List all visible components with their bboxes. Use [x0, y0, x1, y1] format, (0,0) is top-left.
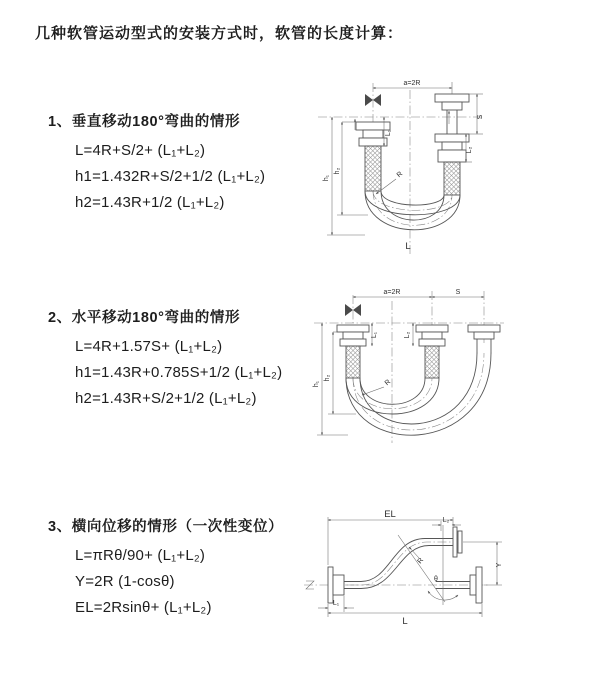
dim-label-h1: h₁: [313, 380, 320, 388]
dim-label-h2: h₂: [334, 167, 341, 175]
formula-length: L=4R+S/2+ (L₁+L₂): [75, 142, 206, 159]
section-lateral-displacement: [48, 517, 283, 621]
dim-label-l1: L₁: [371, 331, 378, 339]
displaced-end-fitting: [453, 527, 462, 557]
left-end-fitting: [328, 567, 344, 603]
section-2-formulas: [75, 334, 282, 412]
dim-label-l2: L₂: [404, 331, 411, 339]
dim-label-h1: h₁: [323, 174, 330, 182]
dim-label-l1: L₁: [332, 600, 340, 607]
original-end-fitting: [470, 567, 482, 603]
hose-curves: [346, 339, 491, 435]
dim-label-h2: h₂: [324, 374, 331, 382]
dimension-lines: [317, 297, 484, 435]
formula-y: Y=2R (1-cosθ): [75, 573, 175, 590]
formula-el: EL=2Rsinθ+ (L₁+L₂): [75, 599, 212, 616]
dim-label-radius: R: [383, 378, 393, 388]
section-3-formulas: [75, 543, 283, 621]
diagram-horizontal-180-bend: [308, 283, 600, 458]
dim-label-l1: L₁: [385, 129, 392, 137]
middle-end-fitting: [416, 325, 448, 378]
dim-label-length: L: [402, 616, 408, 627]
dim-label-width: a=2R: [383, 289, 401, 296]
formula-length: L=πRθ/90+ (L₁+L₂): [75, 547, 206, 564]
formula-h1: h1=1.432R+S/2+1/2 (L₁+L₂): [75, 168, 266, 185]
moved-end-fitting: [468, 325, 500, 339]
dim-label-length: L: [405, 241, 411, 252]
dim-label-width: a=2R: [403, 80, 421, 87]
dimension-lines: [318, 517, 502, 617]
section-vertical-movement: [48, 112, 265, 216]
centerlines: [314, 291, 504, 443]
diagram-vertical-180-bend: [312, 72, 600, 257]
section-3-heading: 3、横向位移的情形（一次性变位）: [48, 519, 284, 535]
formula-h2: h2=1.43R+S/2+1/2 (L₁+L₂): [75, 390, 257, 407]
section-1-formulas: [75, 138, 265, 216]
dim-label-l2: L₂: [466, 146, 473, 154]
dim-label-radius: R: [416, 556, 426, 566]
right-end-fitting: [435, 94, 469, 195]
formula-h1: h1=1.43R+0.785S+1/2 (L₁+L₂): [75, 364, 283, 381]
left-end-fitting: [337, 325, 369, 378]
dim-label-radius: R: [395, 170, 405, 180]
section-horizontal-movement: [48, 308, 282, 412]
section-2-heading: 2、水平移动180°弯曲的情形: [48, 310, 241, 326]
dim-label-y: Y: [496, 562, 503, 568]
formula-length: L=4R+1.57S+ (L₁+L₂): [75, 338, 223, 355]
dim-label-theta: θ: [434, 576, 438, 583]
dim-label-l2: L₂: [442, 517, 450, 524]
formula-h2: h2=1.43R+1/2 (L₁+L₂): [75, 194, 225, 211]
diagram-lateral-displacement: [298, 505, 600, 640]
page-title: 几种软管运动型式的安装方式时，软管的长度计算：: [35, 25, 404, 42]
dim-label-el: EL: [384, 509, 396, 520]
section-1-heading: 1、垂直移动180°弯曲的情形: [48, 114, 241, 130]
construction-lines: [398, 525, 458, 605]
hose-body: [344, 539, 470, 589]
dim-label-stroke: S: [455, 289, 461, 296]
dim-label-stroke: S: [477, 114, 484, 120]
